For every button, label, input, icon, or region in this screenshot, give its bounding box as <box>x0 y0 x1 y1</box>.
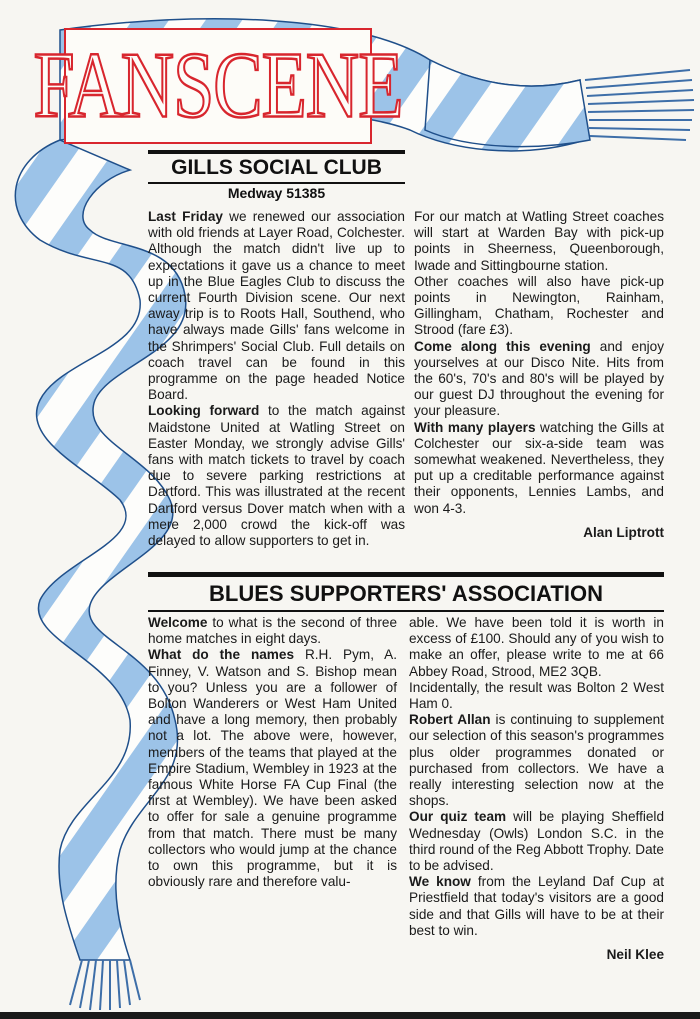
blues-top-rule <box>148 572 664 577</box>
masthead-title: FANSCENE <box>33 33 403 139</box>
blues-column-right <box>409 615 664 963</box>
gills-column-left <box>148 209 405 549</box>
paragraph: Our quiz team will be playing Sheffield Wednesday (Owls) London S.C. in the third round of the Reg Abbott Trophy. Date to be advised. <box>409 809 665 874</box>
paragraph: With many players watching the Gills at Colchester our six-a-side team was somewhat weakened. Nevertheless, they put up a creditable performance against their opponents, Lennies Lambs, and won 4-3. <box>414 419 664 516</box>
gills-subtitle: Medway 51385 <box>227 185 326 201</box>
gills-top-rule <box>148 150 405 154</box>
paragraph: Robert Allan is continuing to supplement our selection of this season's programmes plus older programmes donated or purchased from collectors. We have a really interesting selection now at the shops. <box>409 712 664 809</box>
gills-author: Alan Liptrott <box>583 524 664 540</box>
paragraph: We know from the Leyland Daf Cup at Priestfield that today's visitors are a good side and that Gills will have to be at their best to win. <box>409 874 664 938</box>
paragraph: Come along this evening and enjoy yourselves at our Disco Nite. Hits from the 60's, 70's and 80's will be played by our guest DJ throughout the evening for your pleasure. <box>414 338 665 419</box>
paragraph: What do the names R.H. Pym, A. Finney, V. Watson and S. Bishop mean to you? Unless you are a follower of Bolton Wanderers or West Ham United and have a long memory, then probably not a lot. The above were, however, members of the teams that played at the Empire Stadium, Wembley in 1923 at the famous White Horse FA Cup Final (the first at Wembley). We have been asked to offer for sale a genuine programme from that match. There must be many collectors who would jump at the chance to own this programme, but it is obviously rare and therefore valu- <box>148 647 398 890</box>
paragraph: Welcome to what is the second of three home matches in eight days. <box>148 615 397 647</box>
masthead <box>33 28 403 144</box>
paragraph: Incidentally, the result was Bolton 2 West Ham 0. <box>409 679 664 712</box>
page-bottom-edge <box>0 1012 700 1019</box>
paragraph: Looking forward to the match against Maidstone United at Watling Street on Easter Monday, we strongly advise Gills' fans with match tickets to travel by coach due to severe parking restrictions at Dartford. This was illustrated at the recent Dartford versus Dover match when with a mere 2,000 crowd the kick-off was delayed to allow supporters to get in. <box>148 403 405 549</box>
blues-author: Neil Klee <box>606 947 664 963</box>
paragraph: Last Friday we renewed our association with old friends at Layer Road, Colchester. Although the match didn't live up to expectations it gave us a chance to meet up in the Blue Eagles Club to discuss the current Fourth Division scene. Our next away trip is to Roots Hall, Southend, who have always made Gills' fans welcome in the Shrimpers' Social Club. Full details on coach travel can be found in this programme on the page headed Notice Board. <box>148 209 405 403</box>
gills-title: GILLS SOCIAL CLUB <box>171 156 382 179</box>
paragraph: Other coaches will also have pick-up points in Newington, Rainham, Gillingham, Chatham, Rochester and Strood (fare £3). <box>414 273 664 338</box>
blues-column-left <box>148 615 397 890</box>
paragraph: able. We have been told it is worth in excess of £100. Should any of you wish to make an offer, please write to me at 66 Abbey Road, Strood, ME2 3QB. <box>409 615 664 679</box>
gills-column-right <box>414 209 664 541</box>
paragraph: For our match at Watling Street coaches will start at Warden Bay with pick-up points in Sheerness, Queenborough, Iwade and Sittingbourne station. <box>414 209 664 273</box>
blues-bottom-rule <box>148 610 664 612</box>
blues-title: BLUES SUPPORTERS' ASSOCIATION <box>209 581 603 606</box>
gills-bottom-rule <box>148 182 405 184</box>
